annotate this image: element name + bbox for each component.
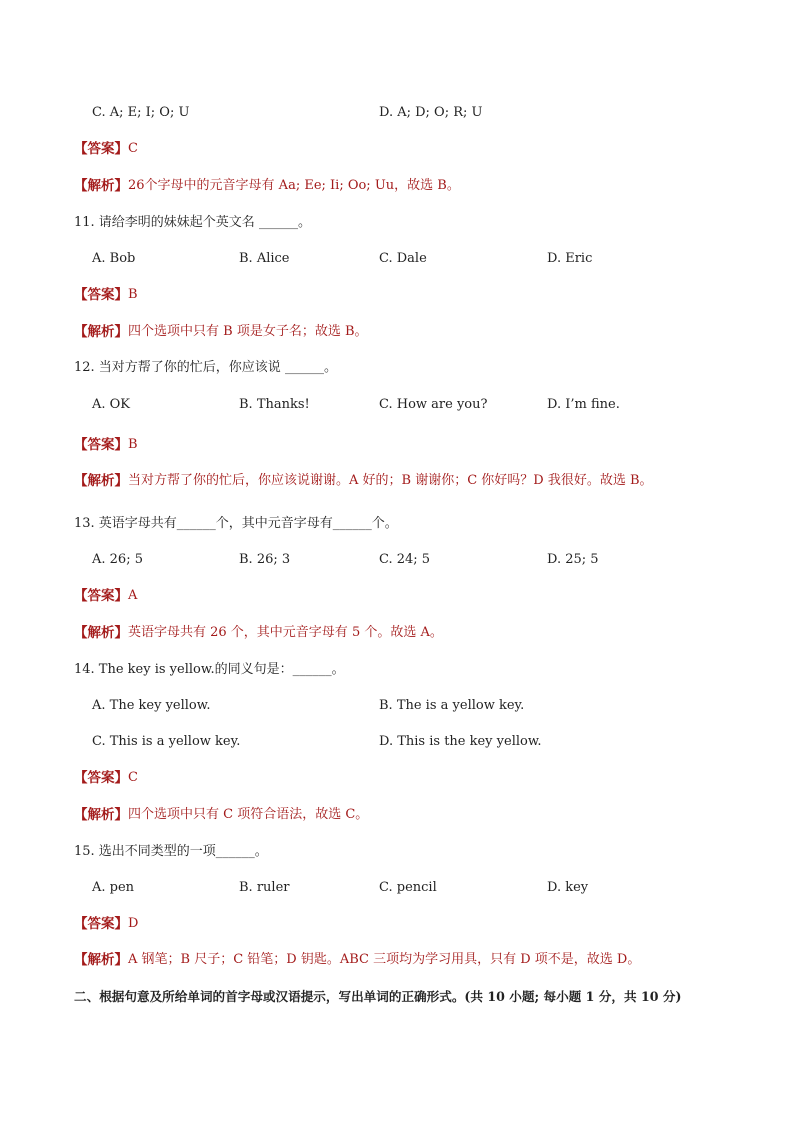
q12-option-a: A. OK [92, 397, 131, 412]
q12-answer-label: 【答案】 [74, 437, 128, 453]
q11-answer: B [128, 287, 138, 302]
q15-analysis-label: 【解析】 [74, 952, 128, 968]
q14-option-a: A. The key yellow. [92, 698, 211, 713]
q14-question: 14. The key is yellow.的同义句是：______。 [74, 662, 345, 677]
q11-option-b: B. Alice [239, 251, 290, 266]
q15-analysis: A 钢笔；B 尺子；C 铅笔；D 钥匙。ABC 三项均为学习用具，只有 D 项不是，故选 D。 [128, 952, 641, 967]
q13-analysis: 英语字母共有 26 个，其中元音字母有 5 个。故选 A。 [128, 625, 443, 640]
q14-option-c: C. This is a yellow key. [92, 734, 241, 749]
q11-analysis: 四个选项中只有 B 项是女子名；故选 B。 [128, 324, 368, 339]
q11-option-d: D. Eric [547, 251, 593, 266]
q12-answer: B [128, 437, 138, 452]
q14-analysis-label: 【解析】 [74, 807, 128, 823]
q15-option-d: D. key [547, 880, 589, 895]
q12-question: 12. 当对方帮了你的忙后，你应该说 ______。 [74, 360, 337, 375]
q12-analysis-label: 【解析】 [74, 473, 128, 489]
q10-answer: C [128, 141, 138, 156]
q10-option-d: D. A; D; O; R; U [379, 105, 483, 120]
q10-analysis-label: 【解析】 [74, 178, 128, 194]
q13-question: 13. 英语字母共有______个，其中元音字母有______个。 [74, 516, 398, 531]
q10-analysis: 26个字母中的元音字母有 Aa; Ee; Ii; Oo; Uu，故选 B。 [128, 178, 460, 193]
q12-analysis: 当对方帮了你的忙后，你应该说谢谢。A 好的；B 谢谢你；C 你好吗？D 我很好。故选 B。 [128, 473, 653, 488]
q14-option-d: D. This is the key yellow. [379, 734, 542, 749]
q15-answer-label: 【答案】 [74, 916, 128, 932]
q15-question: 15. 选出不同类型的一项______。 [74, 844, 268, 859]
q11-answer-label: 【答案】 [74, 287, 128, 303]
q11-analysis-label: 【解析】 [74, 324, 128, 340]
q11-option-a: A. Bob [92, 251, 136, 266]
q15-option-c: C. pencil [379, 880, 437, 895]
q13-option-b: B. 26; 3 [239, 552, 291, 567]
q13-answer: A [128, 588, 138, 603]
q10-answer-label: 【答案】 [74, 141, 128, 157]
q14-answer-label: 【答案】 [74, 770, 128, 786]
q14-analysis: 四个选项中只有 C 项符合语法，故选 C。 [128, 807, 369, 822]
q14-answer: C [128, 770, 138, 785]
q11-question: 11. 请给李明的妹妹起个英文名 ______。 [74, 215, 311, 230]
q15-option-a: A. pen [92, 880, 135, 895]
q12-option-c: C. How are you? [379, 397, 488, 412]
q12-option-b: B. Thanks! [239, 397, 310, 412]
q11-option-c: C. Dale [379, 251, 427, 266]
q13-option-a: A. 26; 5 [92, 552, 143, 567]
q12-option-d: D. I’m fine. [547, 397, 620, 412]
q13-option-c: C. 24; 5 [379, 552, 431, 567]
q13-analysis-label: 【解析】 [74, 625, 128, 641]
q15-answer: D [128, 916, 139, 931]
section-2-title: 二、根据句意及所给单词的首字母或汉语提示，写出单词的正确形式。(共 10 小题; 每小题 1 分，共 10 分) [74, 989, 682, 1004]
q14-option-b: B. The is a yellow key. [379, 698, 525, 713]
q10-option-c: C. A; E; I; O; U [92, 105, 190, 120]
q15-option-b: B. ruler [239, 880, 290, 895]
q13-answer-label: 【答案】 [74, 588, 128, 604]
q13-option-d: D. 25; 5 [547, 552, 599, 567]
